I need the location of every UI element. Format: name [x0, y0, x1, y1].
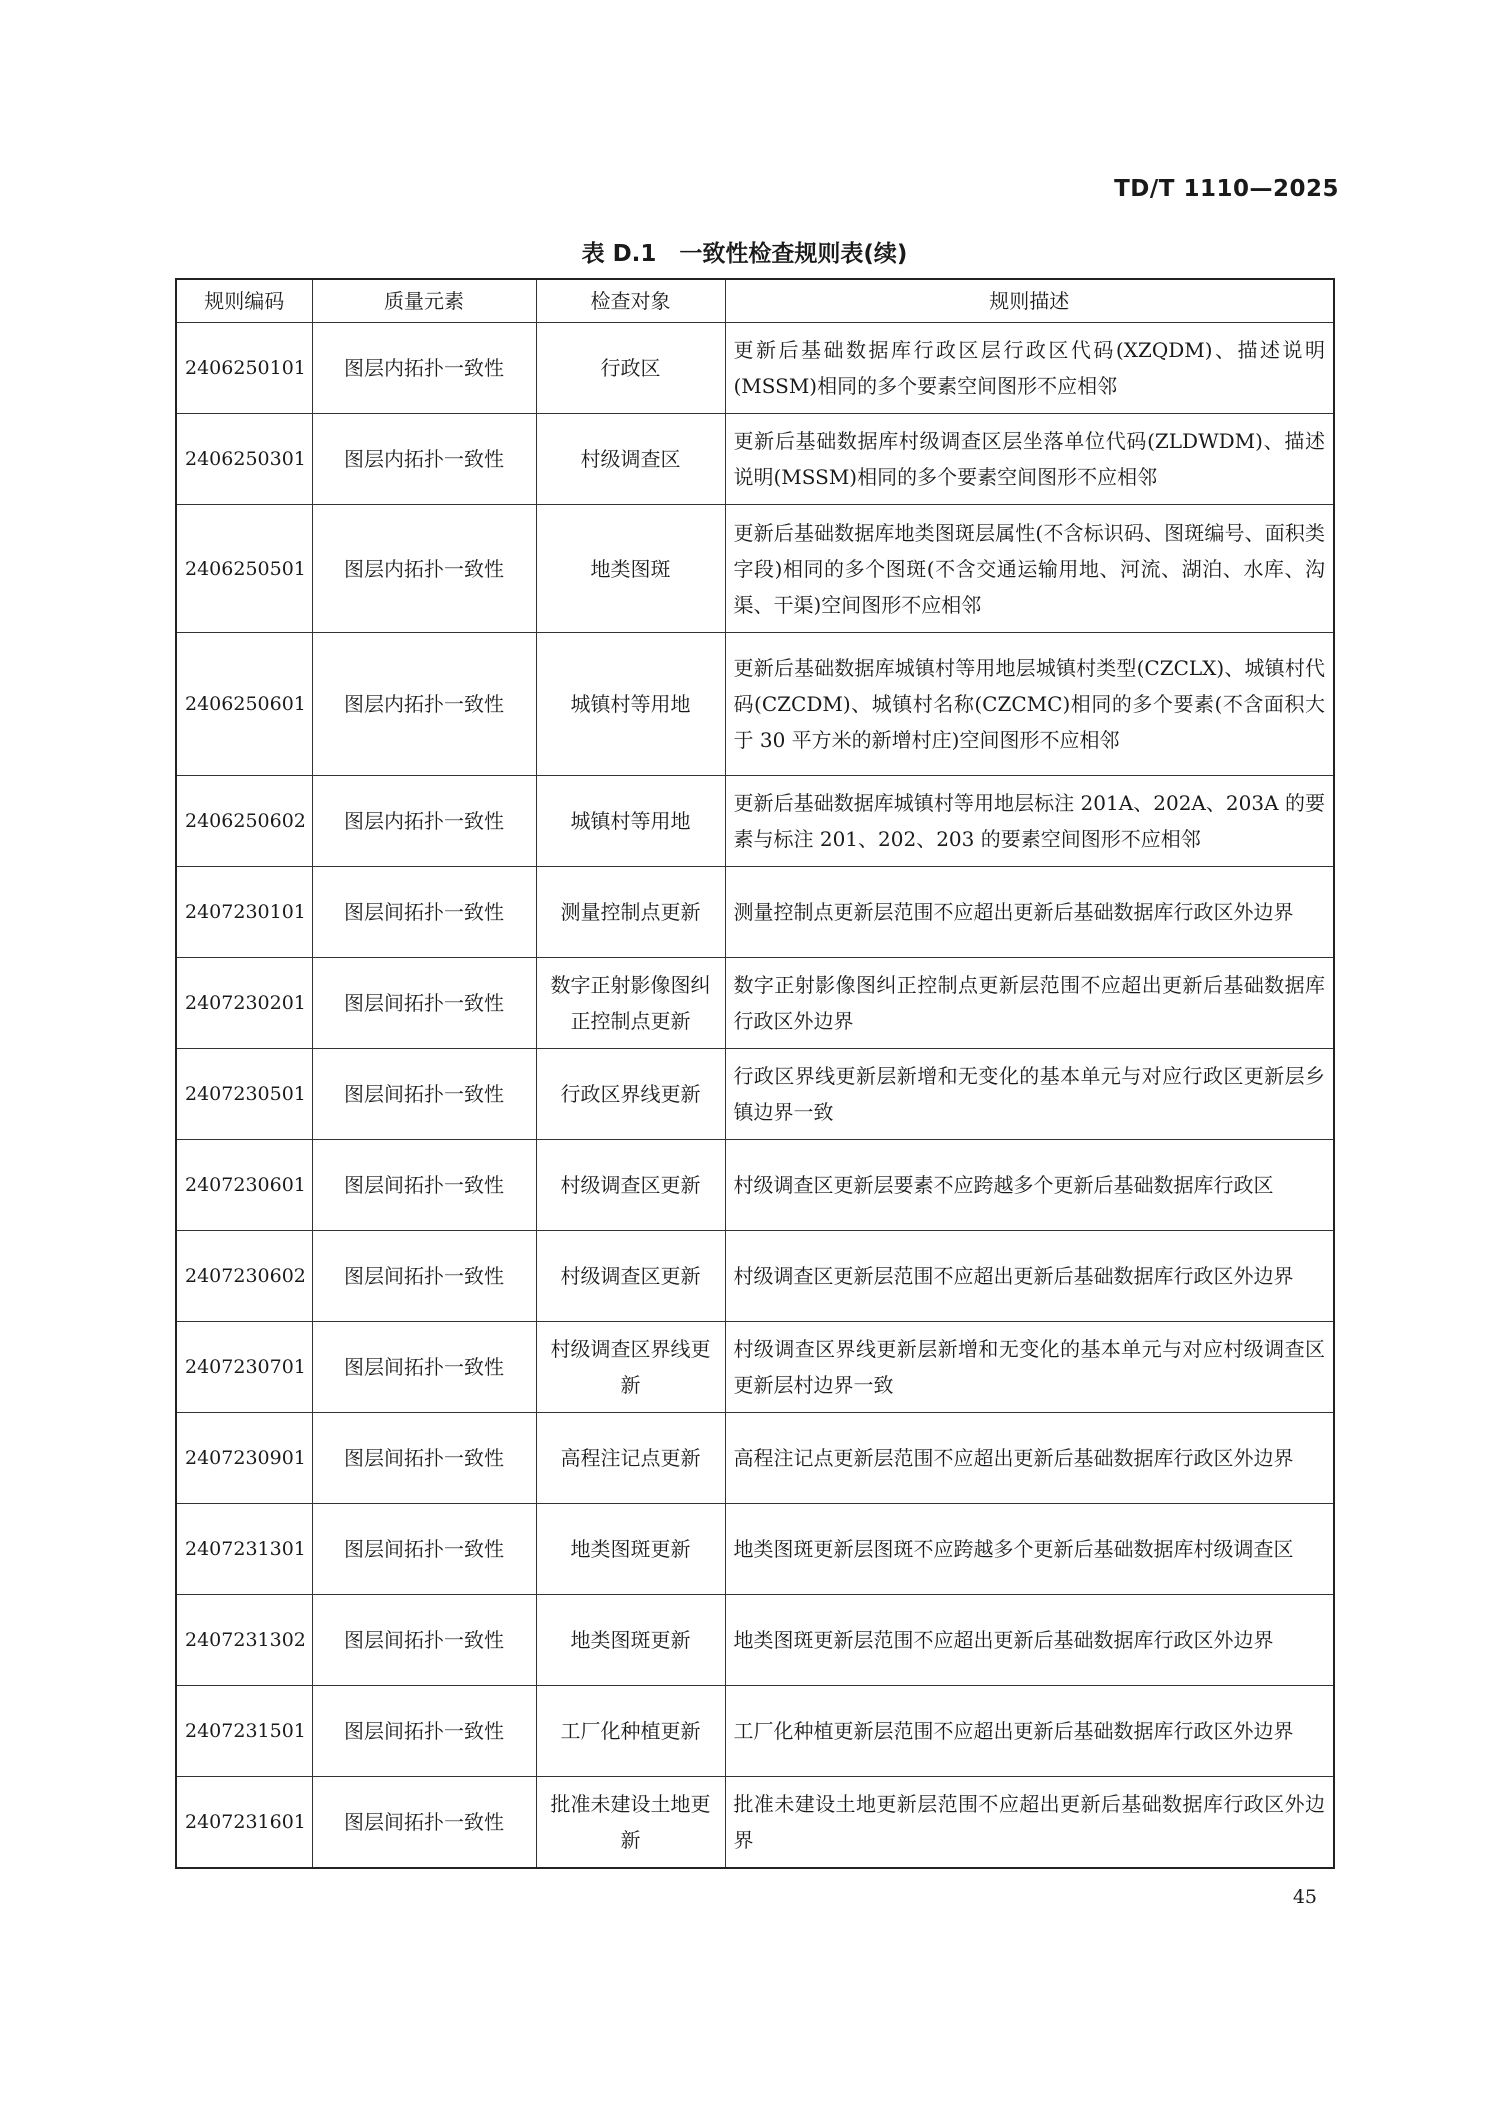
check-object: 批准未建设土地更新 [536, 1777, 725, 1868]
check-object: 行政区 [536, 323, 725, 414]
quality-element: 图层间拓扑一致性 [312, 1413, 536, 1504]
rule-description: 村级调查区更新层要素不应跨越多个更新后基础数据库行政区 [725, 1140, 1334, 1231]
rule-description: 更新后基础数据库行政区层行政区代码(XZQDM)、描述说明(MSSM)相同的多个要素空间图形不应相邻 [725, 323, 1334, 414]
check-object: 地类图斑更新 [536, 1595, 725, 1686]
quality-element: 图层内拓扑一致性 [312, 505, 536, 633]
check-object: 地类图斑 [536, 505, 725, 633]
table-row [176, 1049, 1334, 1140]
rule-description: 村级调查区更新层范围不应超出更新后基础数据库行政区外边界 [725, 1231, 1334, 1322]
consistency-rules-table [175, 278, 1335, 1869]
table-row [176, 505, 1334, 633]
check-object: 城镇村等用地 [536, 776, 725, 867]
rule-code: 2406250101 [176, 323, 312, 414]
rule-description: 高程注记点更新层范围不应超出更新后基础数据库行政区外边界 [725, 1413, 1334, 1504]
check-object: 行政区界线更新 [536, 1049, 725, 1140]
quality-element: 图层间拓扑一致性 [312, 867, 536, 958]
check-object: 村级调查区 [536, 414, 725, 505]
column-header-code: 规则编码 [176, 279, 312, 323]
rule-code: 2407230901 [176, 1413, 312, 1504]
quality-element: 图层内拓扑一致性 [312, 323, 536, 414]
rule-code: 2407230201 [176, 958, 312, 1049]
table-row [176, 1595, 1334, 1686]
rule-code: 2407230101 [176, 867, 312, 958]
rule-description: 更新后基础数据库村级调查区层坐落单位代码(ZLDWDM)、描述说明(MSSM)相同的多个要素空间图形不应相邻 [725, 414, 1334, 505]
standard-code: TD/T 1110—2025 [1114, 176, 1339, 202]
check-object: 村级调查区界线更新 [536, 1322, 725, 1413]
rule-description: 行政区界线更新层新增和无变化的基本单元与对应行政区更新层乡镇边界一致 [725, 1049, 1334, 1140]
rule-description: 更新后基础数据库地类图斑层属性(不含标识码、图斑编号、面积类字段)相同的多个图斑(不含交通运输用地、河流、湖泊、水库、沟渠、干渠)空间图形不应相邻 [725, 505, 1334, 633]
rule-code: 2407231501 [176, 1686, 312, 1777]
check-object: 高程注记点更新 [536, 1413, 725, 1504]
table-row [176, 1322, 1334, 1413]
quality-element: 图层间拓扑一致性 [312, 1322, 536, 1413]
check-object: 村级调查区更新 [536, 1231, 725, 1322]
rule-code: 2406250601 [176, 633, 312, 776]
rule-code: 2406250602 [176, 776, 312, 867]
table-row [176, 1231, 1334, 1322]
check-object: 地类图斑更新 [536, 1504, 725, 1595]
table-row [176, 633, 1334, 776]
rule-description: 地类图斑更新层范围不应超出更新后基础数据库行政区外边界 [725, 1595, 1334, 1686]
column-header-element: 质量元素 [312, 279, 536, 323]
quality-element: 图层间拓扑一致性 [312, 1231, 536, 1322]
quality-element: 图层内拓扑一致性 [312, 414, 536, 505]
page-number: 45 [1292, 1886, 1317, 1908]
rule-code: 2407231301 [176, 1504, 312, 1595]
rule-code: 2407231601 [176, 1777, 312, 1868]
quality-element: 图层间拓扑一致性 [312, 1504, 536, 1595]
table-row [176, 776, 1334, 867]
quality-element: 图层间拓扑一致性 [312, 1595, 536, 1686]
check-object: 城镇村等用地 [536, 633, 725, 776]
rule-description: 数字正射影像图纠正控制点更新层范围不应超出更新后基础数据库行政区外边界 [725, 958, 1334, 1049]
table-row [176, 1686, 1334, 1777]
column-header-description: 规则描述 [725, 279, 1334, 323]
rule-code: 2406250501 [176, 505, 312, 633]
check-object: 测量控制点更新 [536, 867, 725, 958]
rule-code: 2407230601 [176, 1140, 312, 1231]
quality-element: 图层间拓扑一致性 [312, 958, 536, 1049]
check-object: 数字正射影像图纠正控制点更新 [536, 958, 725, 1049]
rule-code: 2407230501 [176, 1049, 312, 1140]
rule-description: 更新后基础数据库城镇村等用地层城镇村类型(CZCLX)、城镇村代码(CZCDM)、城镇村名称(CZCMC)相同的多个要素(不含面积大于 30 平方米的新增村庄)空间图形不应相邻 [725, 633, 1334, 776]
rule-description: 测量控制点更新层范围不应超出更新后基础数据库行政区外边界 [725, 867, 1334, 958]
quality-element: 图层内拓扑一致性 [312, 633, 536, 776]
quality-element: 图层内拓扑一致性 [312, 776, 536, 867]
quality-element: 图层间拓扑一致性 [312, 1049, 536, 1140]
table-row [176, 1777, 1334, 1868]
rule-description: 村级调查区界线更新层新增和无变化的基本单元与对应村级调查区更新层村边界一致 [725, 1322, 1334, 1413]
table-row [176, 958, 1334, 1049]
rule-code: 2407230602 [176, 1231, 312, 1322]
table-row [176, 1140, 1334, 1231]
rule-description: 更新后基础数据库城镇村等用地层标注 201A、202A、203A 的要素与标注 201、202、203 的要素空间图形不应相邻 [725, 776, 1334, 867]
quality-element: 图层间拓扑一致性 [312, 1777, 536, 1868]
quality-element: 图层间拓扑一致性 [312, 1140, 536, 1231]
table-row [176, 1504, 1334, 1595]
rule-description: 批准未建设土地更新层范围不应超出更新后基础数据库行政区外边界 [725, 1777, 1334, 1868]
rule-code: 2407231302 [176, 1595, 312, 1686]
rule-code: 2407230701 [176, 1322, 312, 1413]
table-row [176, 867, 1334, 958]
check-object: 村级调查区更新 [536, 1140, 725, 1231]
rule-description: 工厂化种植更新层范围不应超出更新后基础数据库行政区外边界 [725, 1686, 1334, 1777]
rule-code: 2406250301 [176, 414, 312, 505]
quality-element: 图层间拓扑一致性 [312, 1686, 536, 1777]
table-row [176, 1413, 1334, 1504]
table-row [176, 414, 1334, 505]
check-object: 工厂化种植更新 [536, 1686, 725, 1777]
table-title: 表 D.1 一致性检查规则表(续) [581, 241, 908, 267]
table-row [176, 323, 1334, 414]
rule-description: 地类图斑更新层图斑不应跨越多个更新后基础数据库村级调查区 [725, 1504, 1334, 1595]
column-header-object: 检查对象 [536, 279, 725, 323]
table-header-row [176, 279, 1334, 323]
